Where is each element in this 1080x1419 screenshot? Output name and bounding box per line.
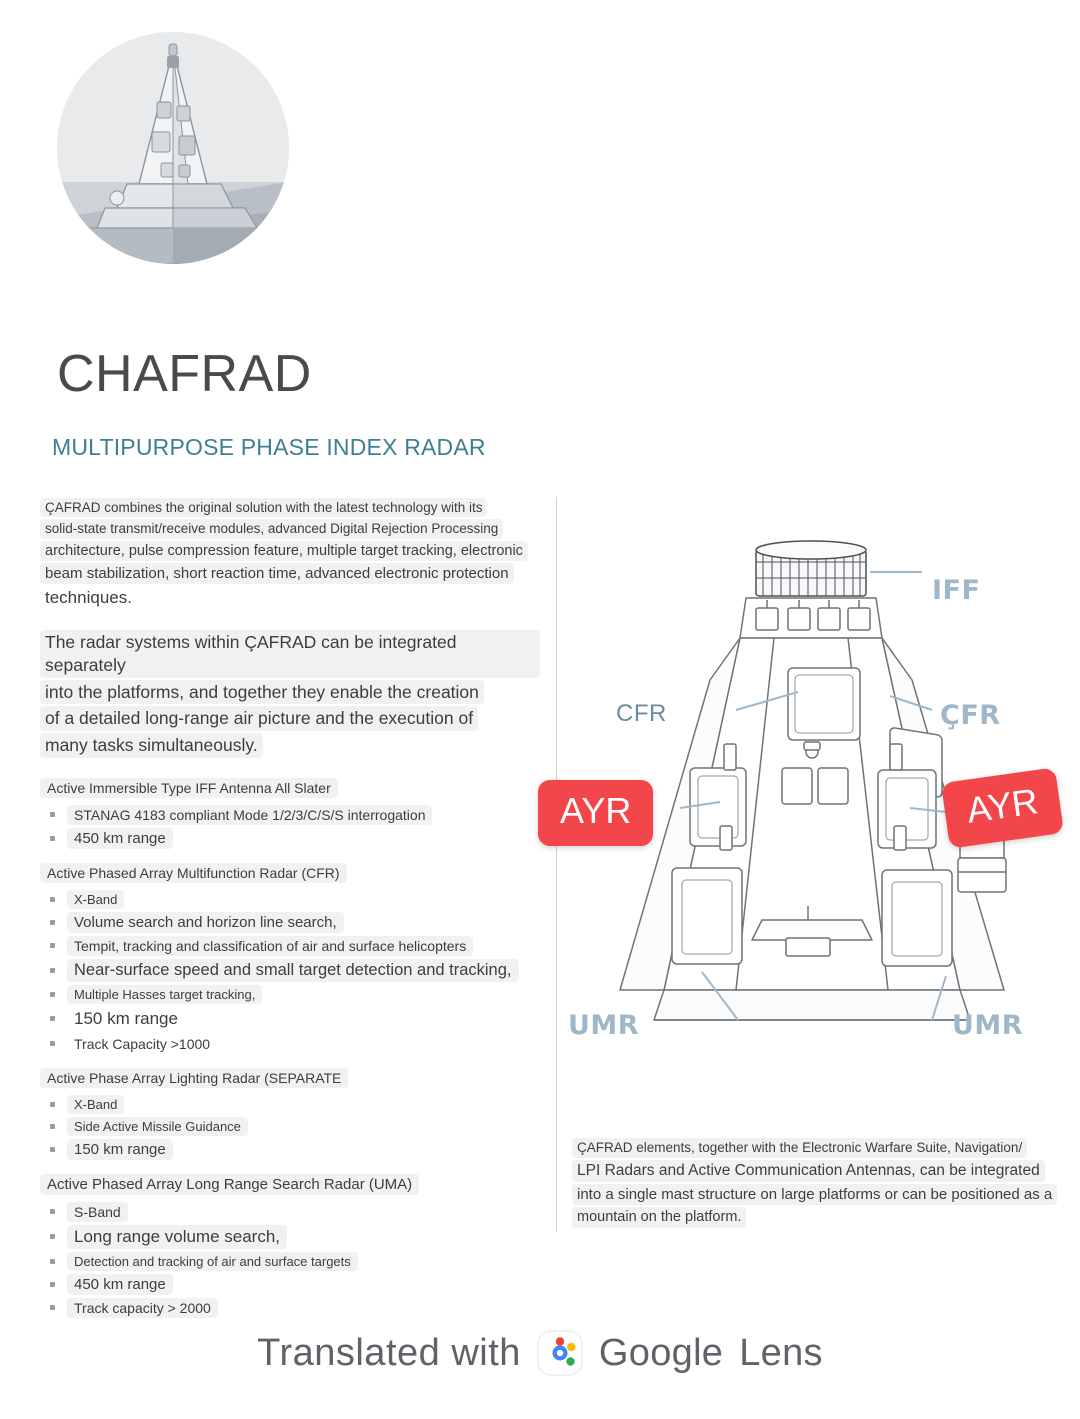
list-item xyxy=(40,1007,540,1031)
bullet-icon xyxy=(50,992,55,997)
paragraph-line: architecture, pulse compression feature, multiple target tracking, electronic xyxy=(40,541,528,562)
list-item-label: Volume search and horizon line search, xyxy=(67,912,344,933)
bullet-icon xyxy=(50,1234,55,1239)
paragraph-line: into the platforms, and together they enable the creation xyxy=(40,680,484,705)
mast-diagram xyxy=(560,520,1060,1120)
bullet-icon xyxy=(50,1016,55,1021)
bullet-icon xyxy=(50,897,55,902)
bullet-icon xyxy=(50,1209,55,1214)
section-heading: Active Phased Array Long Range Search Radar (UMA) xyxy=(40,1174,419,1195)
column-divider xyxy=(556,497,557,1232)
paragraph-line: beam stabilization, short reaction time, advanced electronic protection xyxy=(40,563,514,584)
paragraph-line: techniques. xyxy=(45,588,132,608)
list-item xyxy=(40,959,540,982)
list-item-label: Side Active Missile Guidance xyxy=(67,1117,248,1136)
list-item xyxy=(40,890,540,909)
section-heading: Active Immersible Type IFF Antenna All Slater xyxy=(40,778,338,798)
list-item-label: Near-surface speed and small target detection and tracking, xyxy=(67,959,519,982)
list-item xyxy=(40,805,540,825)
list-item-label: 150 km range xyxy=(67,1139,173,1160)
spec-section-cfr xyxy=(40,863,540,1054)
bullet-icon xyxy=(50,1124,55,1129)
caption-line: into a single mast structure on large platforms or can be positioned as a xyxy=(572,1184,1057,1206)
list-item xyxy=(40,1225,540,1249)
list-item-label: X-Band xyxy=(67,890,124,909)
list-item xyxy=(40,936,540,956)
list-item-label: 450 km range xyxy=(67,1274,173,1295)
list-item xyxy=(40,985,540,1004)
page-subtitle: MULTIPURPOSE PHASE INDEX RADAR xyxy=(52,434,486,460)
diagram-label-umr-right: UMR xyxy=(952,1010,1024,1041)
caption-line: mountain on the platform. xyxy=(572,1207,746,1228)
bullet-icon xyxy=(50,943,55,948)
bullet-icon xyxy=(50,1102,55,1107)
translated-with-label: Translated with xyxy=(257,1331,521,1374)
google-lens-icon xyxy=(537,1330,583,1376)
diagram-caption xyxy=(572,1138,1064,1230)
spec-list xyxy=(40,1202,540,1318)
caption-line: ÇAFRAD elements, together with the Electronic Warfare Suite, Navigation/ xyxy=(572,1138,1027,1158)
list-item-label: Long range volume search, xyxy=(67,1225,287,1249)
bullet-icon xyxy=(50,812,55,817)
bullet-icon xyxy=(50,1282,55,1287)
diagram-label-cfr-left: CFR xyxy=(616,700,667,727)
spec-list xyxy=(40,805,540,849)
spec-list xyxy=(40,890,540,1054)
diagram-label-umr-left: UMR xyxy=(568,1010,640,1041)
brand-logo xyxy=(57,32,289,264)
list-item xyxy=(40,1274,540,1295)
list-item-label: Track Capacity >1000 xyxy=(74,1035,211,1052)
list-item-label: Track capacity > 2000 xyxy=(67,1298,218,1318)
diagram-badge-ayr-right: AYR xyxy=(941,767,1064,848)
google-label xyxy=(599,1332,723,1375)
list-item xyxy=(40,1034,540,1054)
bullet-icon xyxy=(50,1147,55,1152)
list-item-label: 450 km range xyxy=(67,828,173,849)
paragraph-line: solid-state transmit/receive modules, advanced Digital Rejection Processing xyxy=(40,519,503,538)
diagram-badge-ayr-left: AYR xyxy=(538,780,653,846)
intro-paragraph-1 xyxy=(40,498,540,612)
list-item xyxy=(40,1298,540,1318)
bullet-icon xyxy=(50,1305,55,1310)
list-item xyxy=(40,1202,540,1222)
list-item-label: X-Band xyxy=(67,1095,124,1114)
list-item xyxy=(40,912,540,933)
list-item-label: S-Band xyxy=(67,1202,128,1222)
diagram-label-cfr-right: ÇFR xyxy=(940,700,1001,731)
list-item-label: Tempit, tracking and classification of air and surface helicopters xyxy=(67,936,473,956)
bullet-icon xyxy=(50,920,55,925)
list-item xyxy=(40,1252,540,1271)
content-left-column xyxy=(40,498,540,1321)
paragraph-line: many tasks simultaneously. xyxy=(40,733,263,758)
spec-section-uma xyxy=(40,1174,540,1318)
list-item xyxy=(40,1117,540,1136)
paragraph-line: of a detailed long-range air picture and the execution of xyxy=(40,706,478,731)
ship-mast-illustration xyxy=(57,32,289,264)
list-item-label: Detection and tracking of air and surface targets xyxy=(67,1252,358,1271)
paragraph-line: The radar systems within ÇAFRAD can be integrated separately xyxy=(40,630,540,678)
list-item-label: 150 km range xyxy=(74,1008,178,1028)
bullet-icon xyxy=(50,1259,55,1264)
bullet-icon xyxy=(50,836,55,841)
section-heading: Active Phase Array Lighting Radar (SEPARATE xyxy=(40,1068,348,1088)
section-heading: Active Phased Array Multifunction Radar (CFR) xyxy=(40,863,347,883)
lens-label: Lens xyxy=(739,1331,823,1374)
bullet-icon xyxy=(50,968,55,973)
spec-section-iff xyxy=(40,778,540,849)
bullet-icon xyxy=(50,1041,55,1046)
intro-paragraph-2 xyxy=(40,630,540,760)
list-item-label: Multiple Hasses target tracking, xyxy=(67,985,262,1004)
paragraph-line: ÇAFRAD combines the original solution with the latest technology with its xyxy=(40,498,487,517)
list-item xyxy=(40,828,540,849)
spec-list xyxy=(40,1095,540,1160)
spec-section-lighting-radar xyxy=(40,1068,540,1160)
caption-line: LPI Radars and Active Communication Antennas, can be integrated xyxy=(572,1160,1045,1182)
list-item-label: STANAG 4183 compliant Mode 1/2/3/C/S/S interrogation xyxy=(67,805,432,825)
list-item xyxy=(40,1095,540,1114)
google-word: Google xyxy=(598,1331,724,1374)
translated-with-footer xyxy=(0,1330,1080,1376)
page-title: CHAFRAD xyxy=(57,345,312,403)
diagram-label-iff: IFF xyxy=(932,575,981,606)
list-item xyxy=(40,1139,540,1160)
